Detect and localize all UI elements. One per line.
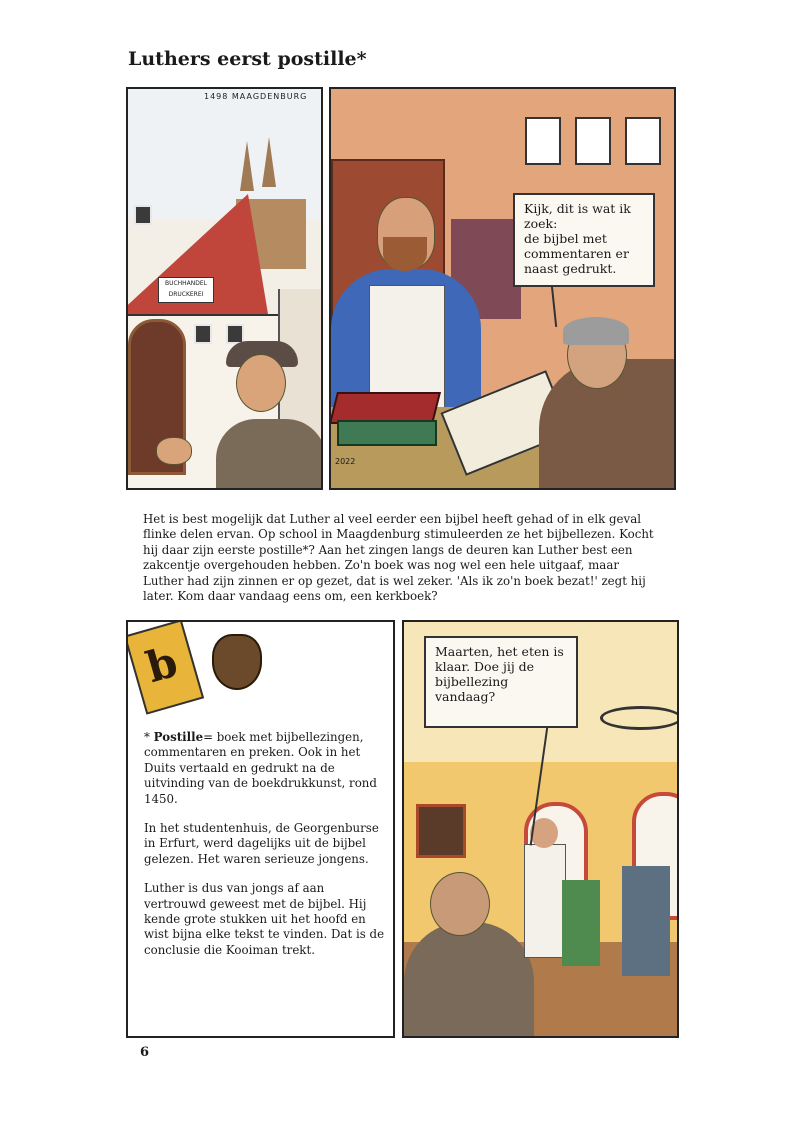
boy-head: [236, 354, 286, 412]
glossary-panel: [126, 620, 395, 1038]
glossary-definition-text: = boek met bijbellezingen, commentaren en preken. Ook in het Duits vertaald en gedrukt na de uitvinding van de boekdrukkunst, rond 1450.: [144, 730, 377, 806]
speech-bubble: Kijk, dit is wat ik zoek: de bijbel met commentaren er naast gedrukt.: [513, 193, 655, 287]
window: [194, 324, 212, 344]
chandelier: [600, 706, 679, 730]
money-pouch-icon: [212, 634, 262, 690]
page-title: Luthers eerst postille*: [128, 48, 367, 70]
body-text: Het is best mogelijk dat Luther al veel eerder een bijbel heeft gehad of in elk geval flinke delen ervan. Op school in Maagdenburg stimuleerden ze het bijbellezen. Kocht hij daar zijn eerste postille*? Aan het zingen langs de deuren kan Luther best een zakcentje overgehouden hebben. Zo'n boek was nog wel een hele uitgaaf, maar Luther had zijn zinnen er op gezet, dat is wel zeker. 'Als ik zo'n boek bezat!' zegt hij later. Kom daar vandaag eens om, een kerkboek?: [143, 512, 654, 604]
church-spire: [262, 137, 276, 187]
comic-panel-street: [126, 87, 323, 490]
glossary-text: [144, 730, 386, 972]
shop-sign: [158, 277, 214, 303]
wall-painting: [416, 804, 466, 858]
window: [525, 117, 561, 165]
book-letter-icon: b: [140, 636, 183, 693]
window: [625, 117, 661, 165]
glossary-term: Postille: [153, 730, 204, 744]
shop-sign-line: BUCHHANDEL: [164, 280, 208, 287]
seated-man-head: [430, 872, 490, 936]
comic-panel-bookshop: [329, 87, 676, 490]
glossary-paragraph: In het studentenhuis, de Georgenburse in Erfurt, werd dagelijks uit de bijbel gelezen. Het waren serieuze jongens.: [144, 821, 379, 866]
window: [575, 117, 611, 165]
glossary-definition: [144, 730, 386, 807]
boy-hand: [156, 437, 192, 465]
church-spire: [240, 141, 254, 191]
student-figure: [622, 866, 670, 976]
comic-panel-dining-hall: [402, 620, 679, 1038]
speech-bubble: Maarten, het eten is klaar. Doe jij de bijbellezing vandaag?: [424, 636, 578, 728]
cook-figure: [524, 844, 566, 958]
window: [134, 205, 152, 225]
artist-signature: 2022: [335, 457, 356, 466]
seated-man-body: [404, 922, 534, 1038]
page-number: 6: [140, 1045, 150, 1060]
place-date-caption: 1498 MAAGDENBURG: [204, 92, 308, 101]
glossary-star: *: [144, 730, 154, 744]
green-book: [337, 420, 437, 446]
shopkeeper-beard: [383, 237, 427, 271]
boy-body: [216, 419, 323, 490]
glossary-paragraph: Luther is dus van jongs af aan vertrouwd geweest met de bijbel. Hij kende grote stukken uit het hoofd en wist bijna elke tekst te vinden. Dat is de conclusie die Kooiman trekt.: [144, 881, 385, 957]
shop-sign-line: DRUCKEREI: [168, 291, 204, 298]
customer-hair: [563, 317, 629, 345]
student-figure: [562, 880, 600, 966]
